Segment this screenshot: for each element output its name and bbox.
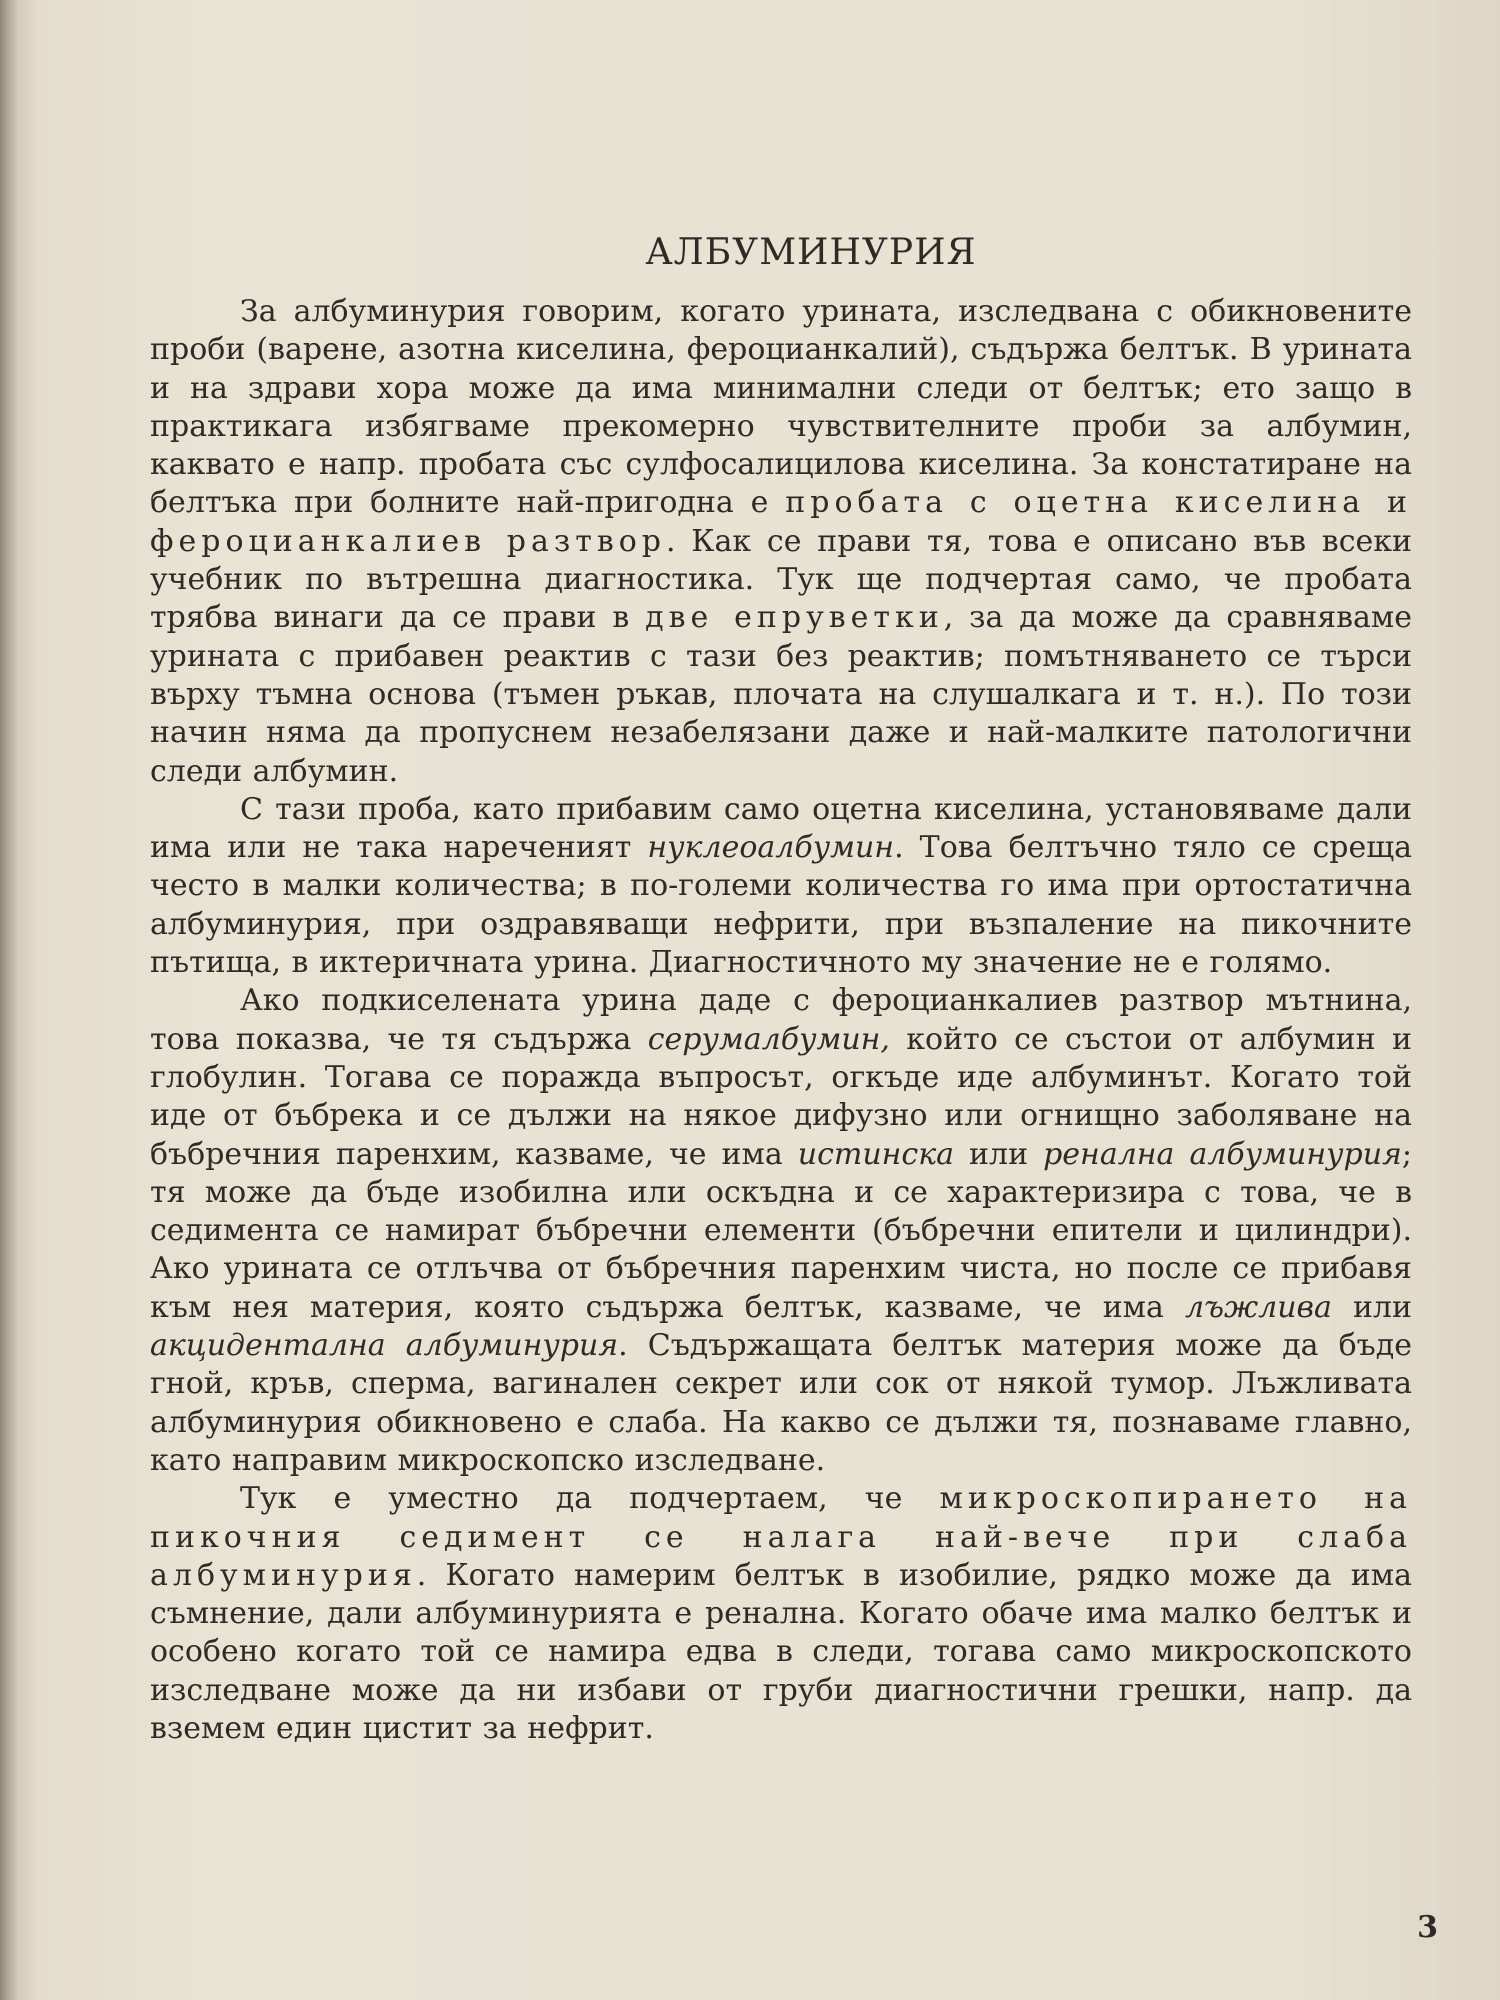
text-segment: За албуминурия говорим, когато урината, изследвана с обикновените проби (варене, азотна киселина, фероцианкалий), съдържа белтък. В урината и на здрави хора може да има минимални следи от белтък; ето защо в практикага избягваме прекомерно чувствителните проби за албумин, каквато е напр. пробата със сулфосалицилова киселина. За констатиране на белтъка при болните най-пригодна е [150, 294, 1412, 521]
page-binding-shadow [0, 0, 18, 2000]
text-segment: . Това белтъчно тяло се среща често в малки количества; в по-големи количества го има при ортостатична албуминурия, при оздравяващи нефрити, при възпаление на пикочните пътища, в иктеричната урина. Диагностичното му значение не е голямо. [150, 830, 1412, 981]
text-segment: С тази проба, като прибавим само оцетна киселина, установяваме дали има или не така нареченият [150, 791, 1412, 866]
text-segment: ; тя може да бъде изобилна или оскъдна и се характеризира с това, че в седимента се намират бъбречни елементи (бъбречни епители и цилиндри). Ако урината се отлъчва от бъбречния паренхим чиста, но после се прибавя към нея материя, която съдържа белтък, казваме, че има [150, 1136, 1413, 1325]
italic-term-true: истинска [797, 1136, 955, 1172]
spaced-text-segment: пробата с оцетна киселина и фероцианкалиев разтвор [150, 485, 1413, 559]
paragraph-4 [150, 1480, 1412, 1748]
paragraph-3 [150, 982, 1412, 1480]
text-segment: . Когато намерим белтък в изобилие, рядко може да има съмнение, дали албуминурията е ренална. Когато обаче има малко белтък и особено когато той се намира едва в следи, тогава само микроскопското изследване може да ни избави от груби диагностични грешки, напр. да вземем един цистит за нефрит. [150, 1557, 1412, 1746]
paragraph-2 [150, 791, 1412, 982]
paragraph-1 [150, 293, 1412, 791]
spaced-text-segment: две епруветки [645, 600, 944, 636]
page-content [150, 232, 1412, 1748]
text-segment: . Съдържащата белтък материя може да бъде гной, кръв, сперма, вагинален секрет или сок от някой тумор. Лъжливата албуминурия обикновено е слаба. На какво се дължи тя, познаваме главно, като направим микроскопско изследване. [150, 1328, 1412, 1478]
italic-term-nucleoalbumin: нуклеоалбумин [647, 830, 895, 866]
text-segment: Тук е уместно да подчертаем, че [240, 1481, 940, 1517]
italic-term-serumalbumin: серумалбумин, [647, 1021, 890, 1057]
text-segment: който се състои от албумин и глобулин. Тогава се поражда въпросът, огкъде иде албуминът. Когато той иде от бъбрека и се дължи на някое дифузно или огнищно заболяване на бъбречния паренхим, казваме, че има [150, 1021, 1412, 1172]
text-segment: . Как се прави тя, това е описано във всеки учебник по вътрешна диагностика. Тук ще подчертая само, че пробата трябва винаги да се прави в [150, 523, 1412, 636]
page-number: 3 [1417, 1910, 1438, 1945]
text-segment: , за да може да сравняваме урината с прибавен реактив с тази без реактив; помътняването се търси върху тъмна основа (тъмен ръкав, плочата на слушалкага и т. н.). По този начин няма да пропуснем незабелязани даже и най-малките патологични следи албумин. [150, 600, 1412, 789]
italic-term-renal-albuminuria: ренална албуминурия [1043, 1136, 1402, 1172]
spaced-text-segment: микроскопирането на пикочния седимент се налага най-вече при слаба албуминурия [150, 1481, 1412, 1593]
chapter-title: АЛБУМИНУРИЯ [645, 232, 977, 273]
text-segment: или [954, 1136, 1044, 1172]
text-segment: или [1331, 1289, 1412, 1325]
italic-term-accidental-albuminuria: акцидентална албуминурия [150, 1328, 619, 1364]
italic-term-false: лъжлива [1184, 1289, 1332, 1325]
text-segment: Ако подкиселената урина даде с фероцианкалиев разтвор мътнина, това показва, че тя съдържа [150, 983, 1412, 1057]
